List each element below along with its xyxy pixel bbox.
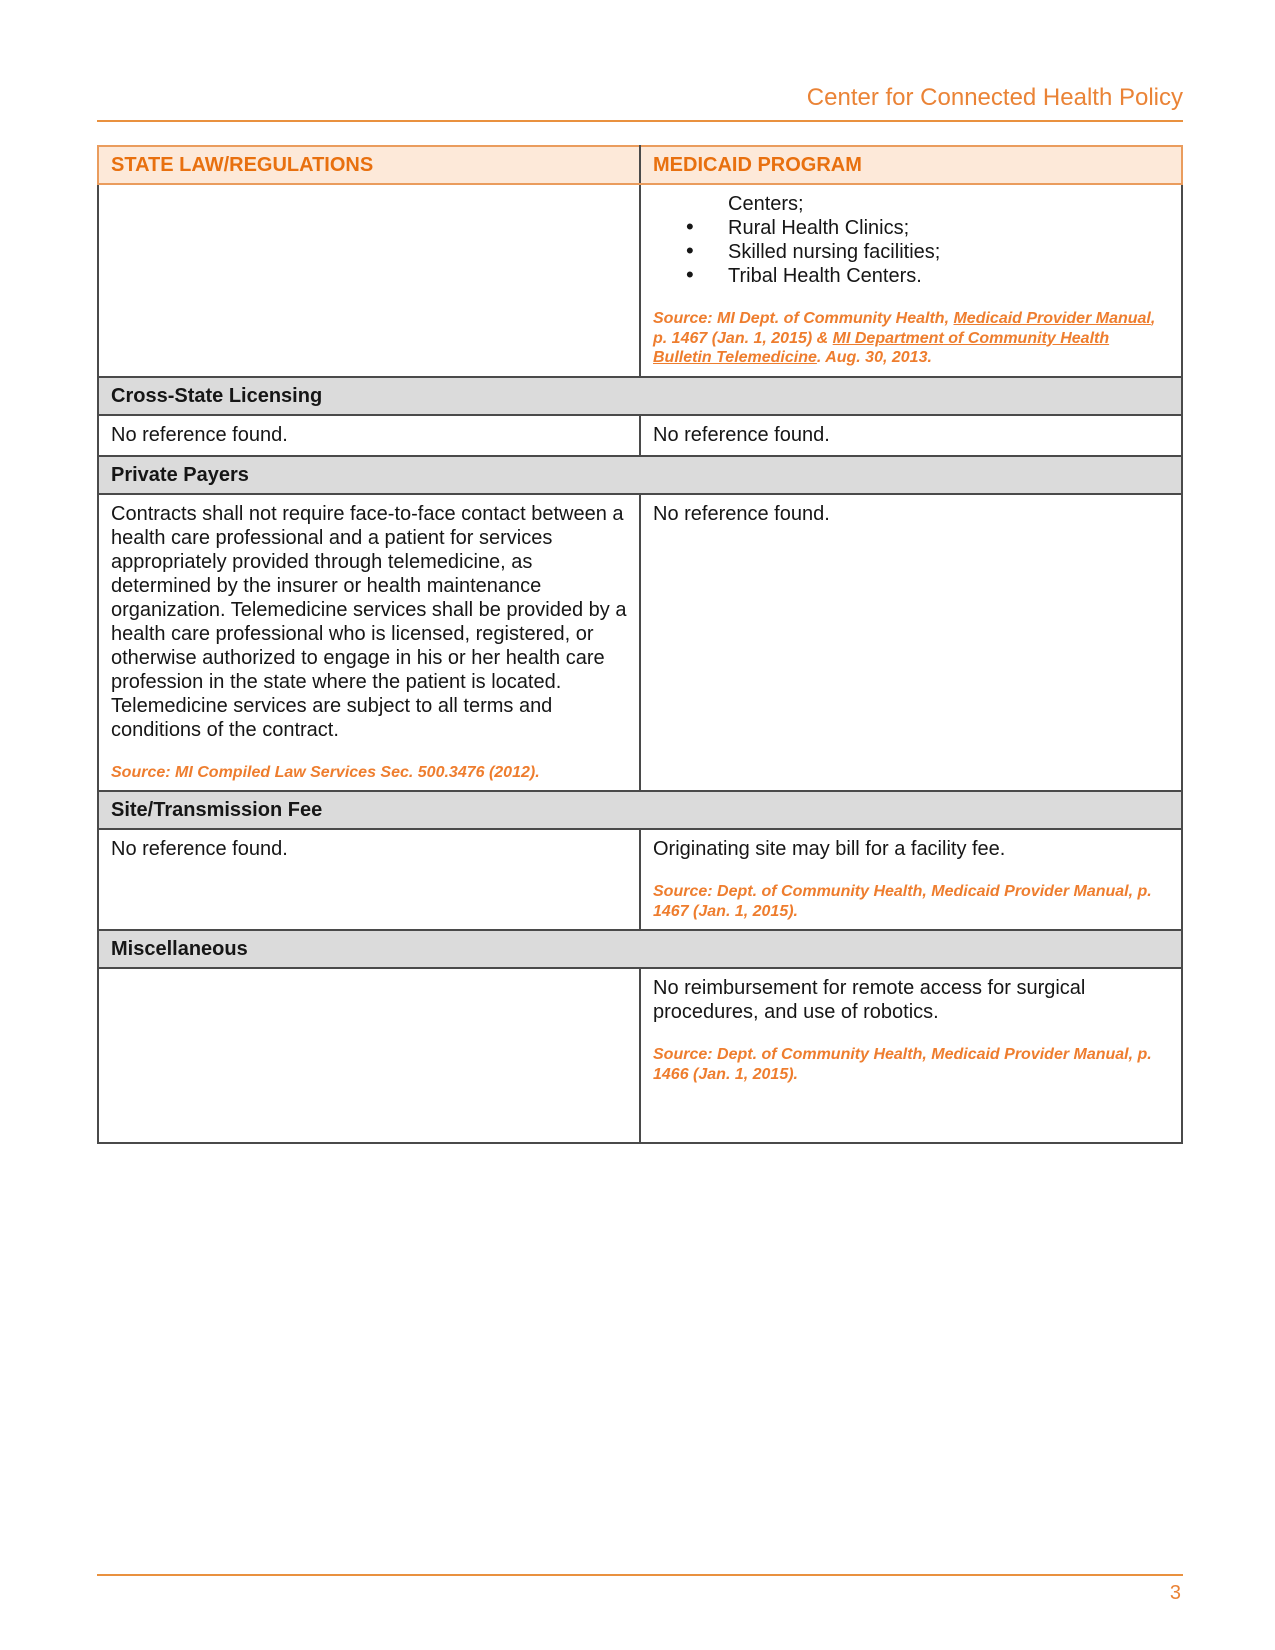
source-citation xyxy=(653,309,1169,368)
cell-body: No reimbursement for remote access for surgical procedures, and use of robotics. xyxy=(653,977,1086,1023)
state-law-cell xyxy=(98,968,640,1143)
bullet-item: • Tribal Health Centers. xyxy=(653,264,1169,288)
footer-rule xyxy=(97,1574,1183,1576)
state-law-cell xyxy=(98,494,640,792)
section-heading-site-transmission-fee: Site/Transmission Fee xyxy=(98,791,1182,829)
cell-body: Originating site may bill for a facility fee. xyxy=(653,838,1006,860)
cell-body: Contracts shall not require face-to-face contact between a health care professional and a patient for services appropriately provided through telemedicine, as determined by the insurer or health maintenance organization. Telemedicine services shall be provided by a health care professional who is licensed, registered, or otherwise authorized to engage in his or her health care profession in the state where the patient is located. Telemedicine services are subject to all terms and conditions of the contract. xyxy=(111,502,627,741)
document-header xyxy=(97,84,1183,122)
source-text: , p. 1467 (Jan. 1, 2015) & xyxy=(653,310,1156,347)
policy-table xyxy=(97,145,1183,1144)
carryover-row xyxy=(98,184,1182,377)
bullet-item: • Skilled nursing facilities; xyxy=(653,240,1169,264)
cell-body: No reference found. xyxy=(111,838,288,860)
source-link[interactable]: Medicaid Provider Manual xyxy=(953,310,1151,327)
column-header-medicaid: MEDICAID PROGRAM xyxy=(640,146,1182,184)
source-citation: Source: MI Compiled Law Services Sec. 500.3476 (2012). xyxy=(111,763,540,781)
medicaid-cell xyxy=(640,829,1182,930)
page-number: 3 xyxy=(1169,1582,1181,1604)
bullet-continuation-line: Centers; xyxy=(728,193,804,215)
state-law-cell xyxy=(98,829,640,930)
bullet-item: • Rural Health Clinics; xyxy=(653,216,1169,240)
table-header-row xyxy=(98,146,1182,184)
carryover-state-law-cell xyxy=(98,184,640,377)
section-heading-miscellaneous: Miscellaneous xyxy=(98,930,1182,968)
carryover-medicaid-cell xyxy=(640,184,1182,377)
section-heading-cross-state-licensing: Cross-State Licensing xyxy=(98,377,1182,415)
source-citation: Source: Dept. of Community Health, Medicaid Provider Manual, p. 1466 (Jan. 1, 2015). xyxy=(653,1046,1152,1083)
cell-body: No reference found. xyxy=(111,423,288,446)
table-row xyxy=(98,494,1182,792)
state-law-cell xyxy=(98,415,640,456)
table-row xyxy=(98,829,1182,930)
source-citation: Source: Dept. of Community Health, Medicaid Provider Manual, p. 1467 (Jan. 1, 2015). xyxy=(653,883,1152,920)
section-header-row xyxy=(98,930,1182,968)
org-title: Center for Connected Health Policy xyxy=(806,84,1183,111)
source-text: Source: MI Dept. of Community Health, xyxy=(653,310,954,327)
section-header-row xyxy=(98,377,1182,415)
source-text: . Aug. 30, 2013. xyxy=(816,349,932,366)
table-row xyxy=(98,968,1182,1143)
column-header-state-law: STATE LAW/REGULATIONS xyxy=(98,146,640,184)
cell-body: No reference found. xyxy=(653,502,830,525)
table-row xyxy=(98,415,1182,456)
cell-body: No reference found. xyxy=(653,423,830,446)
section-heading-private-payers: Private Payers xyxy=(98,456,1182,494)
section-header-row xyxy=(98,791,1182,829)
medicaid-cell xyxy=(640,968,1182,1143)
source-link[interactable]: MI Department of Community Health Bulletin Telemedicine xyxy=(653,329,1110,366)
medicaid-cell xyxy=(640,494,1182,792)
medicaid-cell xyxy=(640,415,1182,456)
section-header-row xyxy=(98,456,1182,494)
